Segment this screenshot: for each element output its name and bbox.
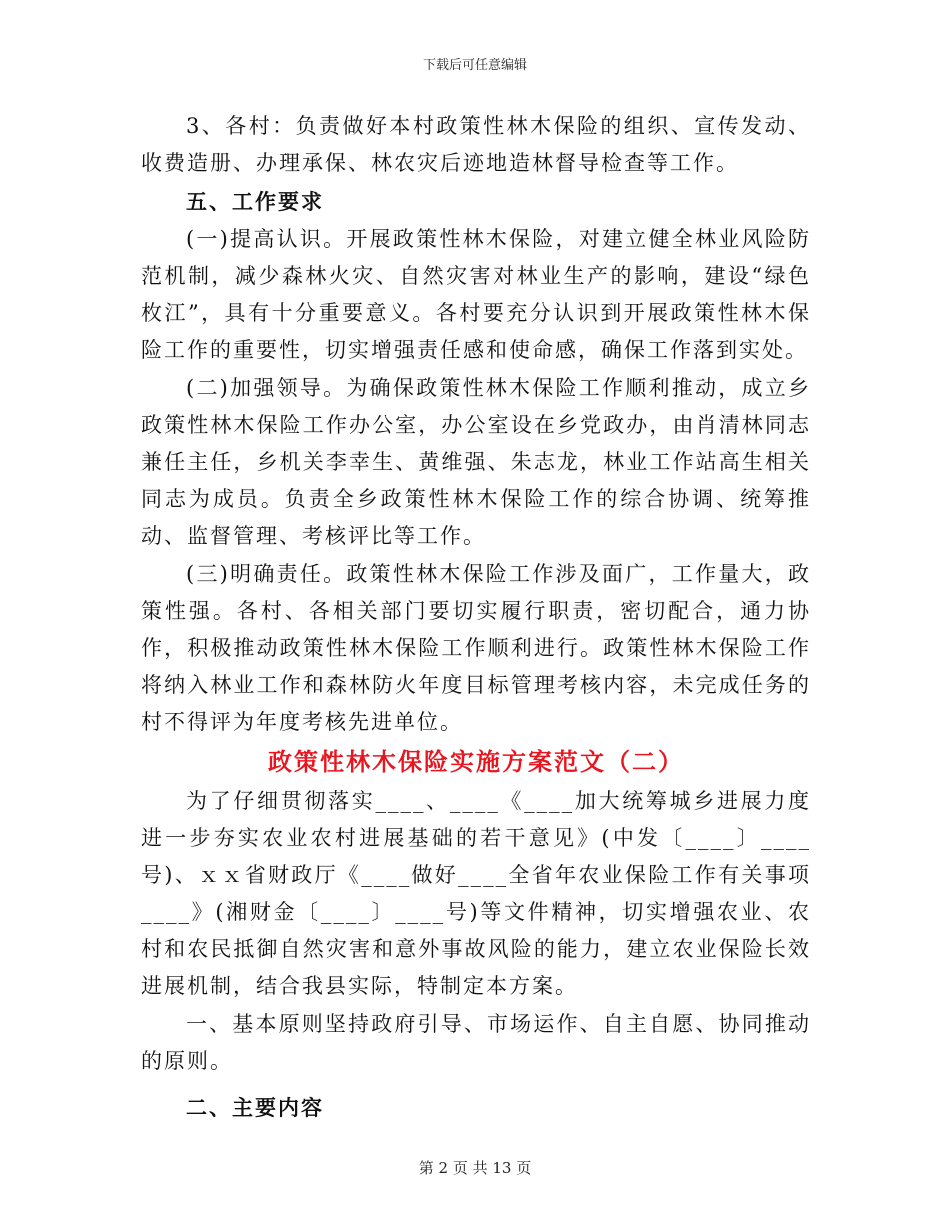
paragraph-village-duties: 3、各村：负责做好本村政策性林木保险的组织、宣传发动、收费造册、办理承保、林农灾后迹地造林督导检查等工作。 — [141, 114, 811, 175]
document-title-part-two: 政策性林木保险实施方案范文（二） — [268, 747, 684, 776]
page-footer: 第 2 页 共 13 页 — [418, 1159, 532, 1177]
paragraph-purpose: 为了仔细贯彻落实____、____《____加大统筹城乡进展力度进一步夯实农业农村进展基础的若干意见》(中发〔____〕____号)、ｘｘ省财政厅《____做好____全省年农业保险工作有关事项____》(湘财金〔____〕____号)等文件精神，切实增强农业、农村和农民抵御自然灾害和意外事故风险的能力，建立农业保险长效进展机制，结合我县实际，特制定本方案。 — [141, 789, 811, 998]
paragraph-strengthen-leadership: (二)加强领导。为确保政策性林木保险工作顺利推动，成立乡政策性林木保险工作办公室，办公室设在乡党政办，由肖清林同志兼任主任，乡机关李幸生、黄维强、朱志龙，林业工作站高生相关同志为成员。负责全乡政策性林木保险工作的综合协调、统筹推动、监督管理、考核评比等工作。 — [141, 376, 811, 548]
section-heading-work-requirements: 五、工作要求 — [186, 189, 324, 214]
document-body — [141, 108, 811, 1127]
section-heading-main-content: 二、主要内容 — [186, 1095, 324, 1120]
paragraph-basic-principles: 一、基本原则坚持政府引导、市场运作、自主自愿、协同推动的原则。 — [141, 1012, 811, 1073]
paragraph-clarify-responsibility: (三)明确责任。政策性林木保险工作涉及面广，工作量大，政策性强。各村、各相关部门要切实履行职责，密切配合，通力协作，积极推动政策性林木保险工作顺利进行。政策性林木保险工作将纳入林业工作和森林防火年度目标管理考核内容，未完成任务的村不得评为年度考核先进单位。 — [141, 562, 811, 734]
paragraph-raise-awareness: (一)提高认识。开展政策性林木保险，对建立健全林业风险防范机制，减少森林火灾、自然灾害对林业生产的影响，建设“绿色枚江”，具有十分重要意义。各村要充分认识到开展政策性林木保险工作的重要性，切实增强责任感和使命感，确保工作落到实处。 — [141, 227, 811, 362]
page-header: 下载后可任意编辑 — [422, 58, 527, 73]
